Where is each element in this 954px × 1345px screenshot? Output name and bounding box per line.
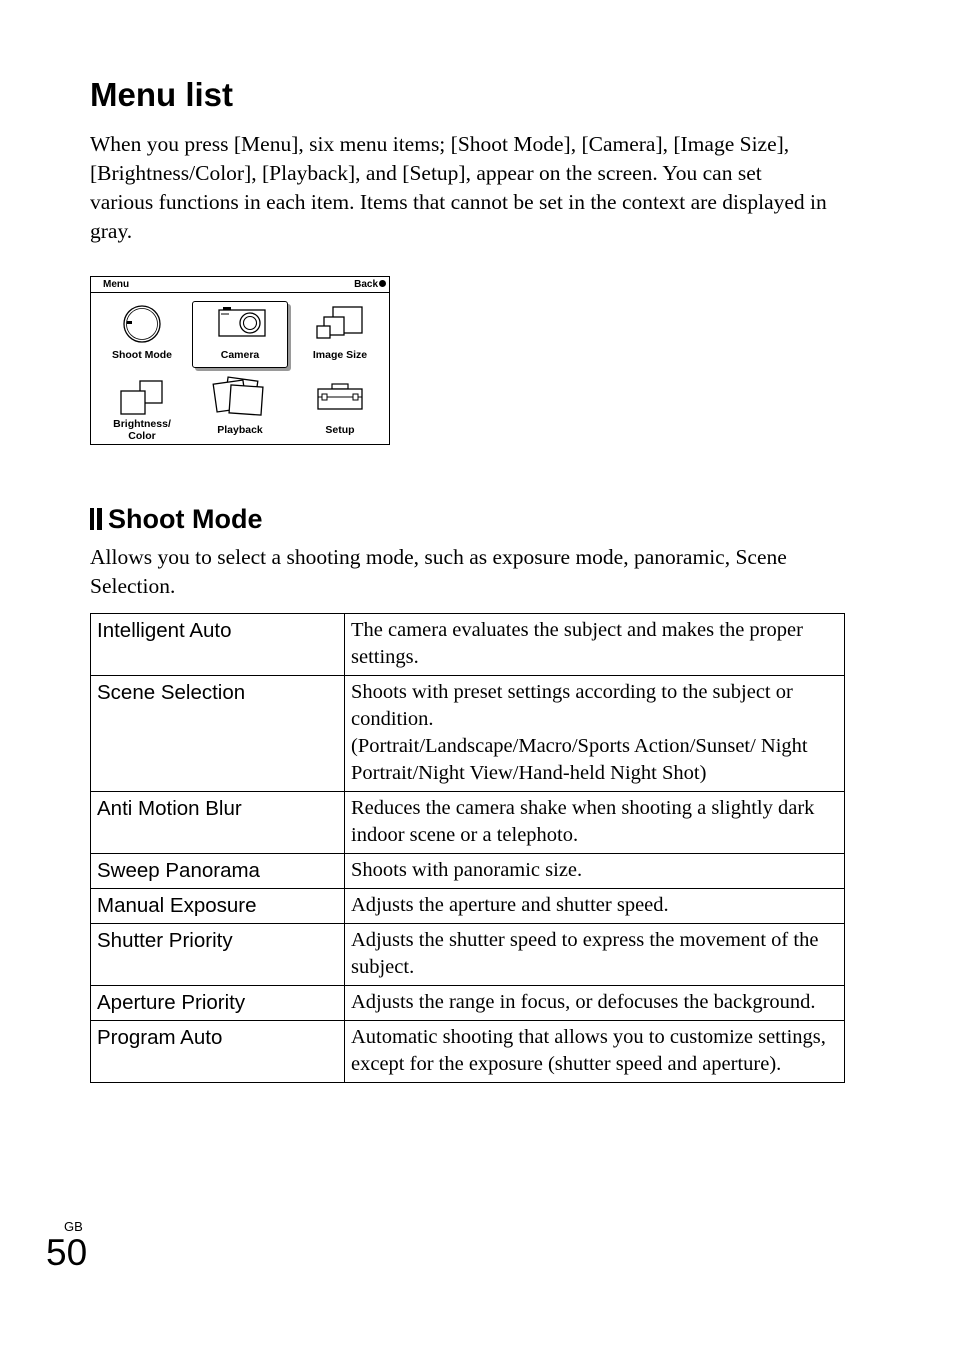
menu-item-setup: [292, 372, 388, 442]
menu-item-label: Playback: [217, 424, 263, 436]
menu-item-image-size: [292, 297, 388, 367]
mode-description: [345, 676, 845, 792]
mode-description-extra: (Portrait/Landscape/Macro/Sports Action/Sunset/ Night Portrait/Night View/Hand-held Night Shot): [351, 735, 808, 784]
table-row: [91, 889, 845, 924]
camera-icon: [193, 302, 289, 348]
menu-screen-illustration: [90, 276, 390, 445]
mode-description: Adjusts the shutter speed to express the movement of the subject.: [345, 924, 845, 986]
menu-bar-title: Menu: [103, 279, 130, 290]
section-heading-text: Shoot Mode: [108, 503, 263, 534]
table-row: [91, 1021, 845, 1083]
table-row: [91, 792, 845, 854]
mode-description: Adjusts the aperture and shutter speed.: [345, 889, 845, 924]
page-region-label: GB: [64, 1219, 83, 1234]
mode-description: Reduces the camera shake when shooting a slightly dark indoor scene or a telephoto.: [345, 792, 845, 854]
table-row: [91, 924, 845, 986]
intro-paragraph: When you press [Menu], six menu items; [Shoot Mode], [Camera], [Image Size], [Brightness/Color], [Playback], and [Setup], appear on the screen. You can set various functions in each item. Items that cannot be set in the context are displayed in gray.: [90, 132, 827, 243]
mode-description: Shoots with panoramic size.: [345, 854, 845, 889]
mode-name: Sweep Panorama: [91, 854, 345, 889]
playback-icon: [192, 372, 288, 422]
menu-item-camera: [192, 301, 288, 368]
label-line: Color: [128, 430, 156, 442]
mode-description-text: Shoots with preset settings according to the subject or condition.: [351, 681, 793, 730]
shoot-mode-icon: [94, 297, 190, 347]
brightness-color-icon: [94, 372, 190, 417]
mode-name: Manual Exposure: [91, 889, 345, 924]
mode-name: Scene Selection: [91, 676, 345, 792]
page-title: Menu list: [90, 76, 234, 113]
section-marker-icon: [90, 508, 102, 530]
menu-title-bar: [91, 277, 389, 293]
table-row: [91, 614, 845, 676]
menu-item-playback: [192, 372, 288, 442]
menu-item-label: Shoot Mode: [111, 349, 173, 361]
table-row: [91, 676, 845, 792]
mode-name: Aperture Priority: [91, 986, 345, 1021]
menu-item-label: Image Size: [312, 349, 368, 361]
setup-icon: [292, 372, 388, 422]
page-number: 50: [46, 1232, 88, 1273]
mode-name: Intelligent Auto: [91, 614, 345, 676]
menu-item-label: Setup: [325, 424, 355, 436]
section-description: Allows you to select a shooting mode, such as exposure mode, panoramic, Scene Selection.: [90, 545, 787, 598]
menu-item-shoot-mode: [94, 297, 190, 367]
table-row: [91, 854, 845, 889]
back-button: [354, 279, 386, 290]
menu-item-label: Camera: [220, 349, 260, 361]
mode-description: The camera evaluates the subject and makes the proper settings.: [345, 614, 845, 676]
menu-item-label: [94, 418, 190, 442]
label-line: Brightness/: [113, 418, 171, 430]
menu-item-brightness-color: [94, 372, 190, 442]
image-size-icon: [292, 297, 388, 347]
back-dot-icon: [379, 280, 386, 287]
mode-description: Automatic shooting that allows you to customize settings, except for the exposure (shutter speed and aperture).: [345, 1021, 845, 1083]
shoot-mode-table: [90, 613, 845, 1083]
section-heading: [90, 502, 262, 536]
mode-description: Adjusts the range in focus, or defocuses the background.: [345, 986, 845, 1021]
back-label: Back: [354, 279, 378, 290]
mode-name: Shutter Priority: [91, 924, 345, 986]
table-row: [91, 986, 845, 1021]
mode-name: Anti Motion Blur: [91, 792, 345, 854]
mode-name: Program Auto: [91, 1021, 345, 1083]
